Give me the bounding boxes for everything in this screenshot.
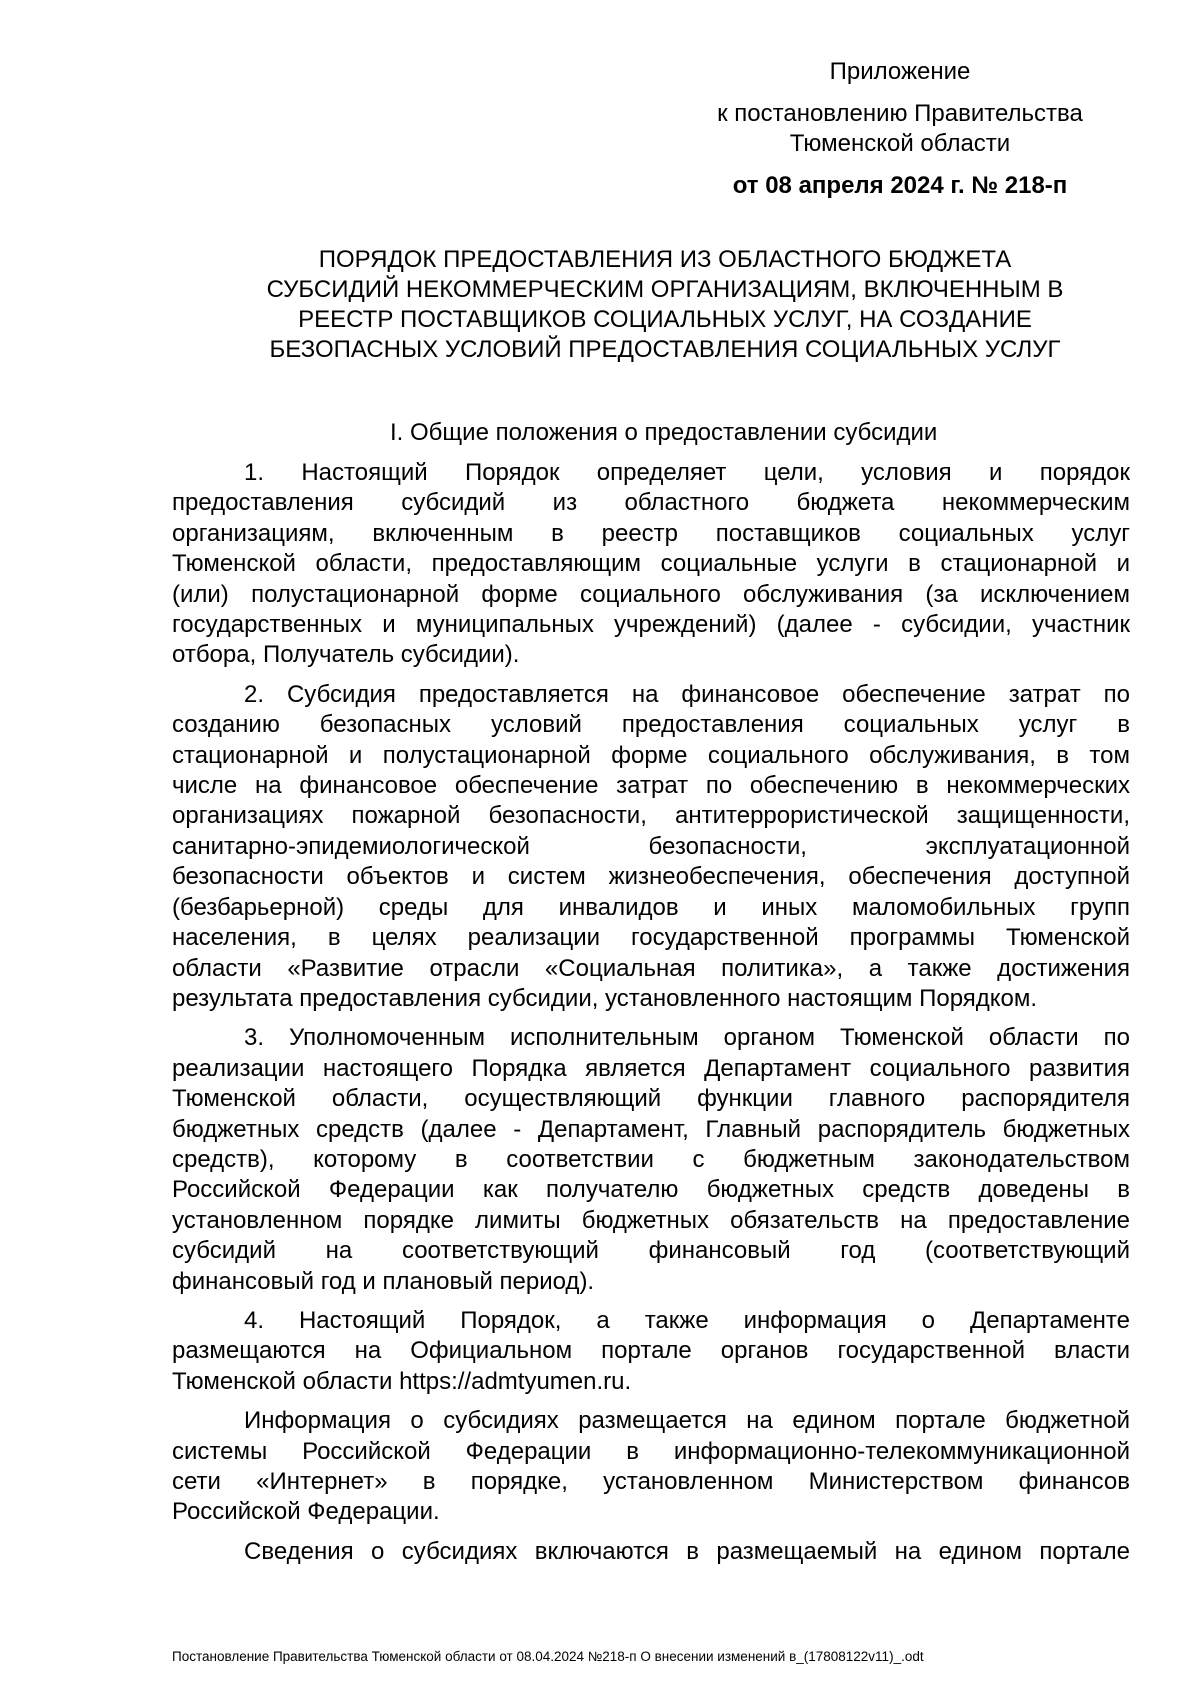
paragraph-line: числе на финансовое обеспечение затрат по обеспечению в некоммерческих [172, 772, 1130, 800]
paragraph [172, 680, 1130, 1014]
document-body [172, 458, 1130, 1576]
paragraph-line: организациям, включенным в реестр поставщиков социальных услуг [172, 519, 1130, 547]
paragraph-line: Российской Федерации как получателю бюджетных средств доведены в [172, 1176, 1130, 1204]
page-footer: Постановление Правительства Тюменской области от 08.04.2024 №218-п О внесении изменений в_(17808122v11)_.odt [172, 1649, 924, 1664]
paragraph-line: (безбарьерной) среды для инвалидов и иных маломобильных групп [172, 893, 1130, 921]
paragraph-line: отбора, Получатель субсидии). [172, 641, 520, 669]
paragraph [172, 1306, 1130, 1397]
paragraph-line: Тюменской области, осуществляющий функции главного распорядителя [172, 1085, 1130, 1113]
paragraph-line: безопасности объектов и систем жизнеобеспечения, обеспечения доступной [172, 863, 1130, 891]
document-title-line: РЕЕСТР ПОСТАВЩИКОВ СОЦИАЛЬНЫХ УСЛУГ, НА СОЗДАНИЕ [298, 306, 1032, 333]
paragraph-line: 3. Уполномоченным исполнительным органом Тюменской области по [244, 1024, 1130, 1052]
document-title-line: БЕЗОПАСНЫХ УСЛОВИЙ ПРЕДОСТАВЛЕНИЯ СОЦИАЛЬНЫХ УСЛУГ [269, 336, 1061, 363]
paragraph [172, 458, 1130, 671]
appendix-reference-line-2: Тюменской области [789, 130, 1011, 157]
paragraph-line: установленном порядке лимиты бюджетных обязательств на предоставление [172, 1206, 1130, 1234]
paragraph-line: реализации настоящего Порядка является Департамент социального развития [172, 1054, 1130, 1082]
paragraph-line: стационарной и полустационарной форме социального обслуживания, в том [172, 741, 1130, 769]
appendix-reference-line-1: к постановлению Правительства [717, 100, 1083, 127]
paragraph-line: государственных и муниципальных учреждений) (далее - субсидии, участник [172, 611, 1130, 639]
paragraph-line: Тюменской области, предоставляющим социальные услуги в стационарной и [172, 550, 1130, 578]
paragraph [172, 1023, 1130, 1297]
paragraph-line: (или) полустационарной форме социального обслуживания (за исключением [172, 580, 1130, 608]
paragraph-line: сети «Интернет» в порядке, установленном Министерством финансов [172, 1468, 1130, 1495]
paragraph-line: Сведения о субсидиях включаются в размещаемый на едином портале [244, 1537, 1130, 1565]
paragraph-line: населения, в целях реализации государственной программы Тюменской [172, 924, 1130, 952]
paragraph-line: финансовый год и плановый период). [172, 1267, 595, 1295]
paragraph-line: Тюменской области https://admtyumen.ru. [172, 1367, 632, 1395]
document-title-line: СУБСИДИЙ НЕКОММЕРЧЕСКИМ ОРГАНИЗАЦИЯМ, ВКЛЮЧЕННЫМ В [266, 276, 1064, 303]
paragraph-line: Информация о субсидиях размещается на едином портале бюджетной [244, 1407, 1130, 1435]
paragraph-line: бюджетных средств (далее - Департамент, Главный распорядитель бюджетных [172, 1115, 1130, 1143]
document-title-line: ПОРЯДОК ПРЕДОСТАВЛЕНИЯ ИЗ ОБЛАСТНОГО БЮДЖЕТА [318, 246, 1012, 273]
appendix-title: Приложение [829, 58, 971, 85]
section-heading: I. Общие положения о предоставлении субсидии [390, 419, 938, 446]
paragraph-line: субсидий на соответствующий финансовый год (соответствующий [172, 1237, 1130, 1265]
paragraph-line: размещаются на Официальном портале органов государственной власти [172, 1337, 1130, 1365]
paragraph-line: предоставления субсидий из областного бюджета некоммерческим [172, 489, 1130, 517]
paragraph-line: результата предоставления субсидии, установленного настоящим Порядком. [172, 984, 1038, 1012]
paragraph-line: 4. Настоящий Порядок, а также информация о Департаменте [244, 1306, 1130, 1334]
paragraph-line: Российской Федерации. [172, 1498, 440, 1526]
paragraph-line: санитарно-эпидемиологической безопасности, эксплуатационной [172, 832, 1130, 860]
paragraph [172, 1537, 1130, 1567]
appendix-date-number: от 08 апреля 2024 г. № 218-п [732, 172, 1068, 199]
paragraph-line: организациях пожарной безопасности, антитеррористической защищенности, [172, 802, 1130, 830]
paragraph-line: области «Развитие отрасли «Социальная политика», а также достижения [172, 954, 1130, 982]
paragraph [172, 1406, 1130, 1528]
paragraph-line: созданию безопасных условий предоставления социальных услуг в [172, 711, 1130, 739]
paragraph-line: системы Российской Федерации в информационно-телекоммуникационной [172, 1437, 1130, 1465]
paragraph-line: средств), которому в соответствии с бюджетным законодательством [172, 1145, 1130, 1173]
paragraph-line: 1. Настоящий Порядок определяет цели, условия и порядок [244, 459, 1130, 486]
paragraph-line: 2. Субсидия предоставляется на финансовое обеспечение затрат по [244, 680, 1130, 708]
document-title [210, 245, 1120, 365]
